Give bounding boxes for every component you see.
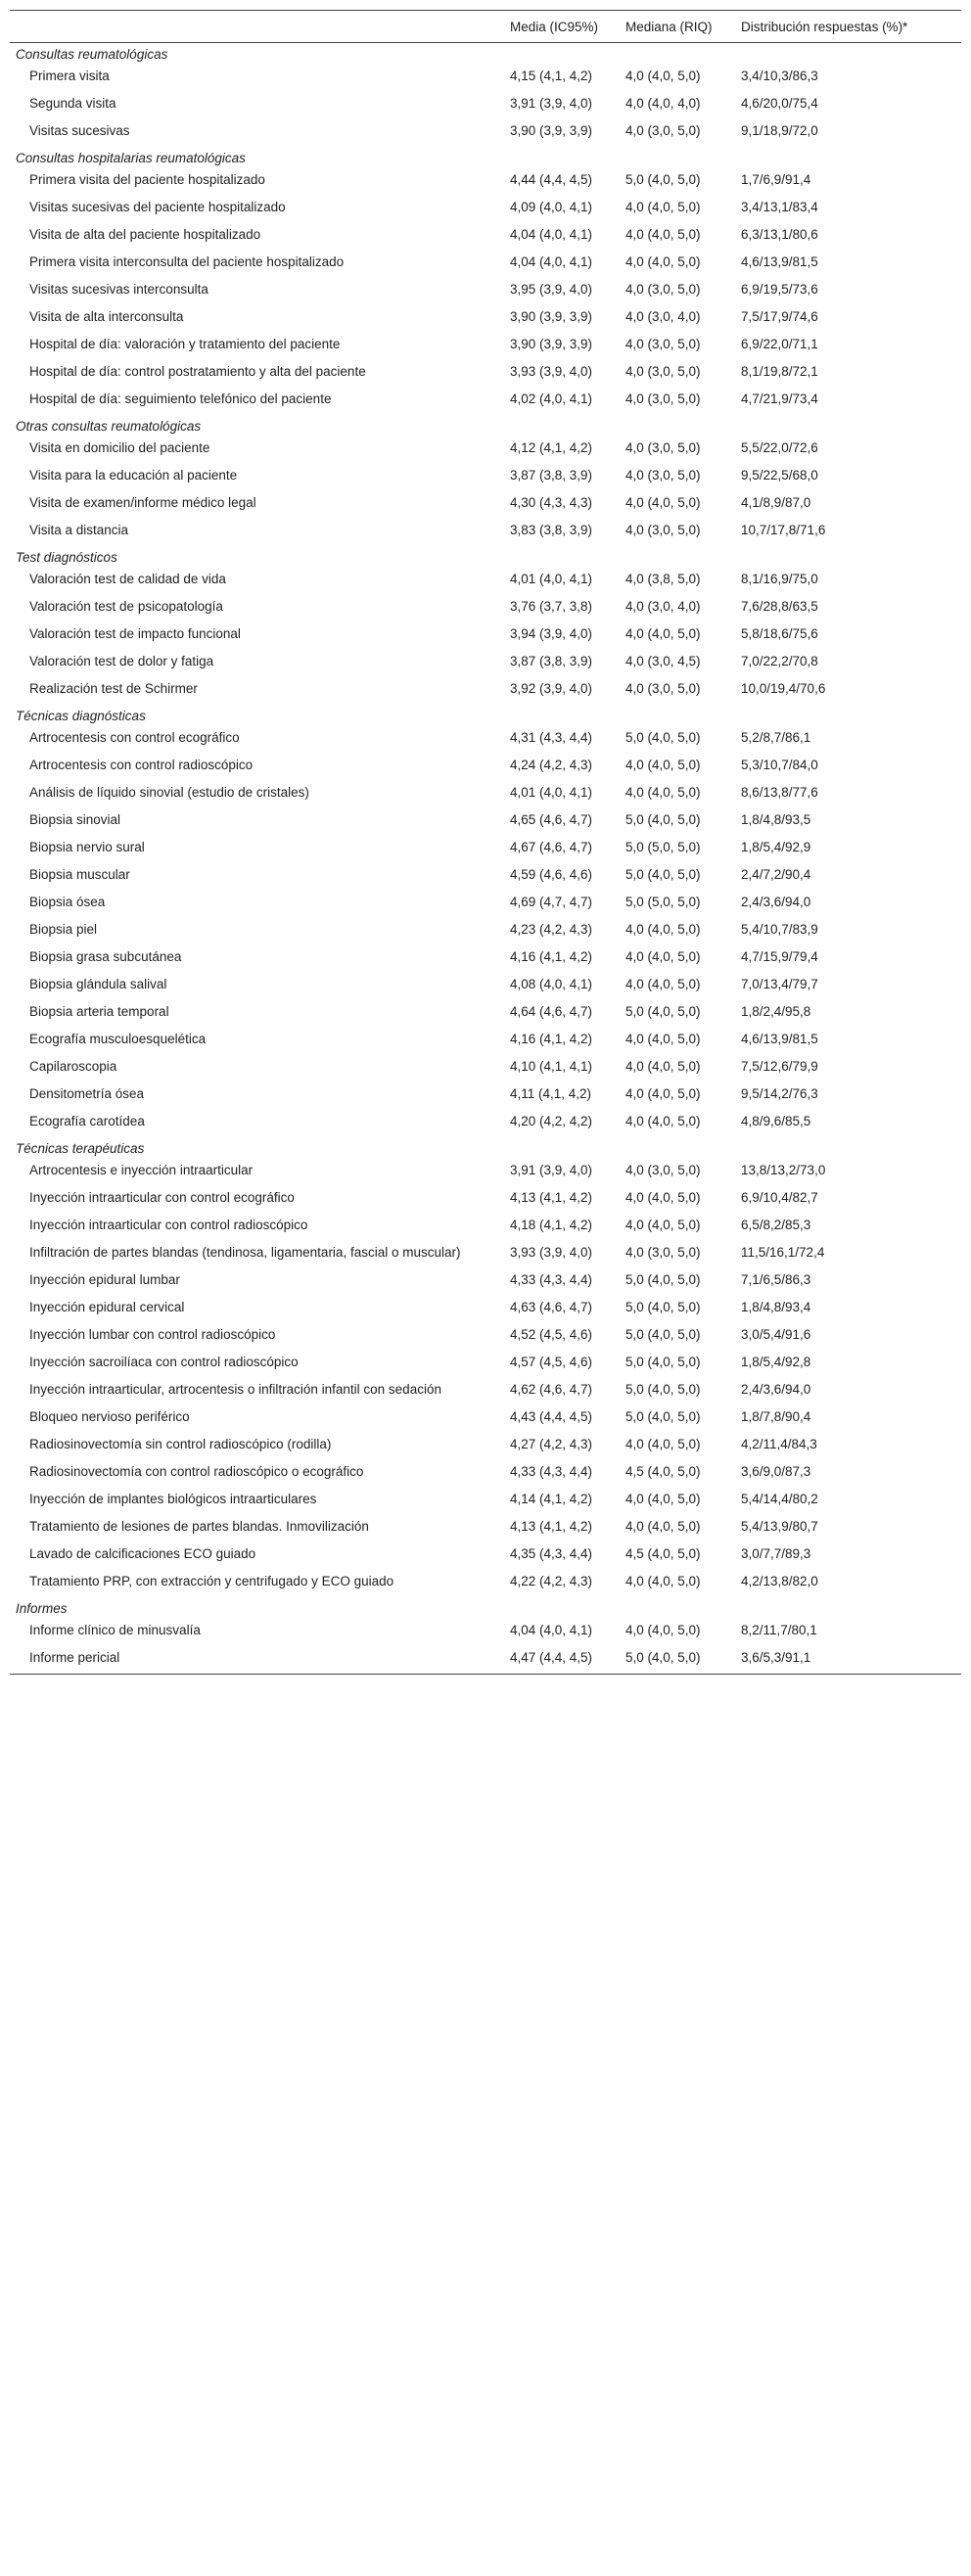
row-media: 3,83 (3,8, 3,9) <box>510 523 593 537</box>
table-row <box>10 863 961 891</box>
table-row <box>10 781 961 808</box>
row-distribucion: 3,0/7,7/89,3 <box>741 1546 811 1561</box>
row-label: Inyección intraarticular con control ecográfico <box>29 1190 295 1205</box>
section-header-row <box>10 1137 961 1159</box>
row-label: Valoración test de psicopatología <box>29 599 223 614</box>
section-header-row <box>10 415 961 437</box>
row-mediana: 4,0 (4,0, 5,0) <box>625 1437 701 1451</box>
row-label: Primera visita <box>29 69 110 83</box>
table-row <box>10 945 961 973</box>
row-media: 4,16 (4,1, 4,2) <box>510 949 593 964</box>
table-row <box>10 1082 961 1110</box>
row-mediana: 5,0 (4,0, 5,0) <box>625 1409 701 1424</box>
row-media: 4,20 (4,2, 4,2) <box>510 1114 593 1128</box>
row-label: Primera visita del paciente hospitalizado <box>29 172 265 187</box>
row-media: 4,13 (4,1, 4,2) <box>510 1519 593 1534</box>
row-mediana: 4,0 (3,0, 5,0) <box>625 337 701 351</box>
table-body <box>10 43 961 1675</box>
row-distribucion: 1,8/4,8/93,5 <box>741 812 811 827</box>
row-distribucion: 7,5/12,6/79,9 <box>741 1059 818 1074</box>
row-distribucion: 4,6/13,9/81,5 <box>741 254 818 269</box>
row-label: Valoración test de dolor y fatiga <box>29 654 214 668</box>
row-media: 4,22 (4,2, 4,3) <box>510 1574 593 1588</box>
row-media: 4,57 (4,5, 4,6) <box>510 1355 593 1369</box>
row-distribucion: 4,7/21,9/73,4 <box>741 391 818 406</box>
row-label: Radiosinovectomía sin control radioscópico (rodilla) <box>29 1437 332 1451</box>
row-mediana: 4,0 (3,0, 4,0) <box>625 599 701 614</box>
results-table <box>10 10 961 1675</box>
row-media: 4,27 (4,2, 4,3) <box>510 1437 593 1451</box>
row-media: 4,23 (4,2, 4,3) <box>510 922 593 937</box>
row-distribucion: 8,2/11,7/80,1 <box>741 1623 817 1637</box>
table-row <box>10 1268 961 1296</box>
row-mediana: 4,0 (4,0, 5,0) <box>625 495 701 510</box>
row-distribucion: 4,2/11,4/84,3 <box>741 1437 817 1451</box>
table-row <box>10 1405 961 1433</box>
row-media: 4,08 (4,0, 4,1) <box>510 977 593 991</box>
table-row <box>10 92 961 119</box>
row-label: Biopsia muscular <box>29 867 130 882</box>
row-media: 4,35 (4,3, 4,4) <box>510 1546 593 1561</box>
row-label: Hospital de día: seguimiento telefónico del paciente <box>29 391 332 406</box>
row-mediana: 4,0 (3,0, 5,0) <box>625 468 701 483</box>
table-row <box>10 1296 961 1323</box>
row-distribucion: 6,3/13,1/80,6 <box>741 227 818 242</box>
row-label: Visitas sucesivas <box>29 123 130 138</box>
row-media: 4,14 (4,1, 4,2) <box>510 1492 593 1506</box>
section-title: Consultas hospitalarias reumatológicas <box>16 151 246 165</box>
row-media: 4,65 (4,6, 4,7) <box>510 812 593 827</box>
row-media: 3,94 (3,9, 4,0) <box>510 626 593 641</box>
row-mediana: 4,0 (4,0, 5,0) <box>625 200 701 214</box>
table-row <box>10 1000 961 1028</box>
table-row <box>10 677 961 705</box>
row-label: Inyección intraarticular, artrocentesis o infiltración infantil con sedación <box>29 1382 441 1397</box>
row-media: 4,04 (4,0, 4,1) <box>510 227 593 242</box>
row-distribucion: 9,1/18,9/72,0 <box>741 123 818 138</box>
row-mediana: 5,0 (4,0, 5,0) <box>625 730 701 745</box>
row-distribucion: 7,0/22,2/70,8 <box>741 654 818 668</box>
table-row <box>10 1570 961 1597</box>
table-row <box>10 1214 961 1241</box>
row-distribucion: 4,1/8,9/87,0 <box>741 495 811 510</box>
table-row <box>10 1323 961 1351</box>
row-mediana: 4,0 (3,0, 5,0) <box>625 1163 701 1177</box>
row-mediana: 4,5 (4,0, 5,0) <box>625 1546 701 1561</box>
row-mediana: 4,0 (4,0, 5,0) <box>625 1519 701 1534</box>
row-label: Hospital de día: valoración y tratamiento del paciente <box>29 337 341 351</box>
row-mediana: 4,0 (4,0, 5,0) <box>625 254 701 269</box>
row-mediana: 4,0 (4,0, 5,0) <box>625 949 701 964</box>
row-mediana: 4,5 (4,0, 5,0) <box>625 1464 701 1479</box>
row-distribucion: 4,7/15,9/79,4 <box>741 949 818 964</box>
row-distribucion: 8,6/13,8/77,6 <box>741 785 818 800</box>
row-label: Segunda visita <box>29 96 116 111</box>
table-row <box>10 333 961 360</box>
table-row <box>10 622 961 650</box>
row-distribucion: 6,9/10,4/82,7 <box>741 1190 818 1205</box>
row-distribucion: 3,6/9,0/87,3 <box>741 1464 811 1479</box>
row-media: 4,33 (4,3, 4,4) <box>510 1464 593 1479</box>
section-header-row <box>10 147 961 168</box>
row-distribucion: 7,5/17,9/74,6 <box>741 309 818 324</box>
table-row <box>10 595 961 622</box>
row-media: 4,09 (4,0, 4,1) <box>510 200 593 214</box>
row-label: Artrocentesis con control radioscópico <box>29 758 254 772</box>
row-label: Inyección sacroilíaca con control radioscópico <box>29 1355 299 1369</box>
row-mediana: 4,0 (3,0, 5,0) <box>625 523 701 537</box>
table-row <box>10 808 961 836</box>
row-label: Análisis de líquido sinovial (estudio de cristales) <box>29 785 309 800</box>
table-row <box>10 1515 961 1542</box>
row-mediana: 4,0 (4,0, 5,0) <box>625 69 701 83</box>
table-row <box>10 464 961 491</box>
row-label: Tratamiento PRP, con extracción y centrifugado y ECO guiado <box>29 1574 394 1588</box>
row-distribucion: 13,8/13,2/73,0 <box>741 1163 826 1177</box>
table-row <box>10 836 961 863</box>
row-distribucion: 6,9/19,5/73,6 <box>741 282 818 297</box>
row-mediana: 4,0 (4,0, 5,0) <box>625 922 701 937</box>
table-row <box>10 1646 961 1675</box>
row-distribucion: 5,3/10,7/84,0 <box>741 758 818 772</box>
table-row <box>10 1433 961 1460</box>
row-mediana: 4,0 (4,0, 5,0) <box>625 785 701 800</box>
table-row <box>10 891 961 918</box>
row-mediana: 5,0 (5,0, 5,0) <box>625 840 701 854</box>
row-media: 4,30 (4,3, 4,3) <box>510 495 593 510</box>
row-media: 4,43 (4,4, 4,5) <box>510 1409 593 1424</box>
row-distribucion: 3,6/5,3/91,1 <box>735 1646 961 1675</box>
row-distribucion: 6,9/22,0/71,1 <box>741 337 818 351</box>
row-label: Inyección epidural cervical <box>29 1300 185 1314</box>
row-distribucion: 5,2/8,7/86,1 <box>741 730 811 745</box>
section-header-row <box>10 705 961 726</box>
row-label: Radiosinovectomía con control radioscópico o ecográfico <box>29 1464 364 1479</box>
row-distribucion: 2,4/7,2/90,4 <box>741 867 811 882</box>
row-label: Visita de examen/informe médico legal <box>29 495 256 510</box>
table-row <box>10 754 961 781</box>
table-row <box>10 1110 961 1137</box>
row-distribucion: 5,8/18,6/75,6 <box>741 626 818 641</box>
row-mediana: 4,0 (3,0, 5,0) <box>625 1245 701 1260</box>
row-media: 4,13 (4,1, 4,2) <box>510 1190 593 1205</box>
table-row <box>10 388 961 415</box>
row-media: 4,04 (4,0, 4,1) <box>510 254 593 269</box>
row-label: Visita en domicilio del paciente <box>29 440 210 455</box>
row-label: Inyección lumbar con control radioscópico <box>29 1327 276 1342</box>
header-distribucion: Distribución respuestas (%)* <box>735 11 961 43</box>
row-media: 3,93 (3,9, 4,0) <box>510 364 593 379</box>
row-label: Densitometría ósea <box>29 1086 145 1101</box>
row-media: 4,18 (4,1, 4,2) <box>510 1218 593 1232</box>
row-distribucion: 6,5/8,2/85,3 <box>741 1218 811 1232</box>
row-label: Inyección de implantes biológicos intraarticulares <box>29 1492 317 1506</box>
row-media: 3,92 (3,9, 4,0) <box>510 681 593 696</box>
row-mediana: 5,0 (5,0, 5,0) <box>625 895 701 909</box>
row-mediana: 4,0 (4,0, 5,0) <box>625 1574 701 1588</box>
row-distribucion: 5,4/13,9/80,7 <box>741 1519 818 1534</box>
row-media: 4,31 (4,3, 4,4) <box>510 730 593 745</box>
row-label: Valoración test de impacto funcional <box>29 626 241 641</box>
table-row <box>10 519 961 546</box>
row-mediana: 4,0 (4,0, 4,0) <box>625 96 701 111</box>
header-row <box>10 11 961 43</box>
row-distribucion: 3,0/5,4/91,6 <box>741 1327 811 1342</box>
row-distribucion: 1,8/5,4/92,9 <box>741 840 811 854</box>
header-media: Media (IC95%) <box>504 11 620 43</box>
row-label: Ecografía musculoesquelética <box>29 1032 207 1046</box>
row-distribucion: 1,8/5,4/92,8 <box>741 1355 811 1369</box>
row-media: 3,87 (3,8, 3,9) <box>510 654 593 668</box>
table-row <box>10 168 961 196</box>
row-media: 4,04 (4,0, 4,1) <box>510 1623 593 1637</box>
row-distribucion: 1,8/2,4/95,8 <box>741 1004 811 1019</box>
row-mediana: 4,0 (4,0, 5,0) <box>625 1059 701 1074</box>
row-media: 4,64 (4,6, 4,7) <box>510 1004 593 1019</box>
row-label: Biopsia glándula salival <box>29 977 167 991</box>
row-mediana: 5,0 (4,0, 5,0) <box>625 1004 701 1019</box>
row-media: 4,11 (4,1, 4,2) <box>510 1086 592 1101</box>
row-mediana: 4,0 (3,0, 5,0) <box>625 364 701 379</box>
row-media: 4,16 (4,1, 4,2) <box>510 1032 593 1046</box>
table-row <box>10 1460 961 1488</box>
row-media: 3,76 (3,7, 3,8) <box>510 599 593 614</box>
row-distribucion: 4,8/9,6/85,5 <box>741 1114 811 1128</box>
row-distribucion: 9,5/22,5/68,0 <box>741 468 818 483</box>
row-mediana: 4,0 (3,0, 5,0) <box>625 123 701 138</box>
row-media: 4,10 (4,1, 4,1) <box>510 1059 593 1074</box>
row-media: 4,24 (4,2, 4,3) <box>510 758 593 772</box>
table-row <box>10 1028 961 1055</box>
row-media: 3,90 (3,9, 3,9) <box>510 309 593 324</box>
row-label: Visita para la educación al paciente <box>29 468 238 483</box>
table-row <box>10 437 961 464</box>
row-media: 4,69 (4,7, 4,7) <box>510 895 593 909</box>
table-row <box>10 918 961 945</box>
table-row <box>10 360 961 388</box>
row-label: Primera visita interconsulta del paciente hospitalizado <box>29 254 345 269</box>
row-label: Informe pericial <box>10 1646 504 1675</box>
row-mediana: 4,0 (3,0, 5,0) <box>625 282 701 297</box>
row-label: Lavado de calcificaciones ECO guiado <box>29 1546 256 1561</box>
table-header <box>10 11 961 43</box>
table-row <box>10 65 961 92</box>
row-mediana: 4,0 (3,0, 5,0) <box>625 391 701 406</box>
row-mediana: 4,0 (4,0, 5,0) <box>625 1623 701 1637</box>
row-mediana: 4,0 (4,0, 5,0) <box>625 977 701 991</box>
row-distribucion: 5,4/14,4/80,2 <box>741 1492 818 1506</box>
row-label: Artrocentesis e inyección intraarticular <box>29 1163 254 1177</box>
section-title: Otras consultas reumatológicas <box>16 419 202 434</box>
table-row <box>10 973 961 1000</box>
row-label: Biopsia grasa subcutánea <box>29 949 182 964</box>
row-label: Visita de alta del paciente hospitalizado <box>29 227 261 242</box>
table-row <box>10 1488 961 1515</box>
row-media: 4,47 (4,4, 4,5) <box>504 1646 620 1675</box>
table-row <box>10 1351 961 1378</box>
row-mediana: 4,0 (4,0, 5,0) <box>625 626 701 641</box>
row-distribucion: 9,5/14,2/76,3 <box>741 1086 818 1101</box>
row-mediana: 4,0 (4,0, 5,0) <box>625 1032 701 1046</box>
table-row <box>10 119 961 147</box>
header-mediana: Mediana (RIQ) <box>620 11 735 43</box>
row-media: 3,91 (3,9, 4,0) <box>510 96 593 111</box>
row-mediana: 5,0 (4,0, 5,0) <box>620 1646 735 1675</box>
table-row <box>10 1619 961 1646</box>
row-mediana: 4,0 (4,0, 5,0) <box>625 1218 701 1232</box>
row-media: 3,91 (3,9, 4,0) <box>510 1163 593 1177</box>
table-row <box>10 650 961 677</box>
row-distribucion: 3,4/13,1/83,4 <box>741 200 818 214</box>
table-row <box>10 1186 961 1214</box>
section-header-row <box>10 43 961 66</box>
row-media: 4,59 (4,6, 4,6) <box>510 867 593 882</box>
row-mediana: 5,0 (4,0, 5,0) <box>625 1355 701 1369</box>
row-mediana: 4,0 (3,0, 4,0) <box>625 309 701 324</box>
row-mediana: 4,0 (3,0, 5,0) <box>625 440 701 455</box>
row-mediana: 5,0 (4,0, 5,0) <box>625 1327 701 1342</box>
row-mediana: 4,0 (4,0, 5,0) <box>625 1086 701 1101</box>
row-distribucion: 7,0/13,4/79,7 <box>741 977 818 991</box>
row-media: 4,52 (4,5, 4,6) <box>510 1327 593 1342</box>
row-label: Inyección epidural lumbar <box>29 1272 180 1287</box>
row-distribucion: 1,7/6,9/91,4 <box>741 172 811 187</box>
row-distribucion: 5,4/10,7/83,9 <box>741 922 818 937</box>
row-media: 4,62 (4,6, 4,7) <box>510 1382 593 1397</box>
row-distribucion: 3,4/10,3/86,3 <box>741 69 818 83</box>
row-mediana: 4,0 (3,8, 5,0) <box>625 572 701 586</box>
row-mediana: 5,0 (4,0, 5,0) <box>625 867 701 882</box>
row-mediana: 4,0 (4,0, 5,0) <box>625 227 701 242</box>
table-row <box>10 1378 961 1405</box>
row-mediana: 5,0 (4,0, 5,0) <box>625 1272 701 1287</box>
row-media: 4,01 (4,0, 4,1) <box>510 572 593 586</box>
table-row <box>10 305 961 333</box>
row-distribucion: 10,7/17,8/71,6 <box>741 523 826 537</box>
row-mediana: 4,0 (4,0, 5,0) <box>625 758 701 772</box>
table-row <box>10 196 961 223</box>
row-mediana: 5,0 (4,0, 5,0) <box>625 812 701 827</box>
row-media: 3,95 (3,9, 4,0) <box>510 282 593 297</box>
row-mediana: 4,0 (3,0, 4,5) <box>625 654 701 668</box>
row-mediana: 5,0 (4,0, 5,0) <box>625 172 701 187</box>
row-media: 3,90 (3,9, 3,9) <box>510 123 593 138</box>
table-row <box>10 251 961 278</box>
section-title: Informes <box>16 1601 68 1616</box>
table-row <box>10 726 961 754</box>
row-mediana: 5,0 (4,0, 5,0) <box>625 1300 701 1314</box>
table-row <box>10 1241 961 1268</box>
row-label: Hospital de día: control postratamiento y alta del paciente <box>29 364 366 379</box>
row-distribucion: 10,0/19,4/70,6 <box>741 681 826 696</box>
section-header-row <box>10 1597 961 1619</box>
row-label: Biopsia ósea <box>29 895 106 909</box>
row-distribucion: 2,4/3,6/94,0 <box>741 895 811 909</box>
row-label: Bloqueo nervioso periférico <box>29 1409 190 1424</box>
row-label: Visita de alta interconsulta <box>29 309 184 324</box>
row-media: 3,87 (3,8, 3,9) <box>510 468 593 483</box>
section-header-row <box>10 546 961 568</box>
row-distribucion: 4,2/13,8/82,0 <box>741 1574 818 1588</box>
row-label: Infiltración de partes blandas (tendinosa, ligamentaria, fascial o muscular) <box>29 1245 461 1260</box>
row-distribucion: 7,6/28,8/63,5 <box>741 599 818 614</box>
row-mediana: 4,0 (4,0, 5,0) <box>625 1492 701 1506</box>
row-distribucion: 1,8/4,8/93,4 <box>741 1300 811 1314</box>
section-title: Técnicas terapéuticas <box>16 1141 145 1156</box>
row-media: 3,93 (3,9, 4,0) <box>510 1245 593 1260</box>
row-label: Biopsia nervio sural <box>29 840 145 854</box>
row-media: 4,02 (4,0, 4,1) <box>510 391 593 406</box>
row-distribucion: 4,6/13,9/81,5 <box>741 1032 818 1046</box>
row-media: 4,67 (4,6, 4,7) <box>510 840 593 854</box>
row-label: Ecografía carotídea <box>29 1114 145 1128</box>
row-media: 4,01 (4,0, 4,1) <box>510 785 593 800</box>
row-distribucion: 7,1/6,5/86,3 <box>741 1272 811 1287</box>
row-label: Valoración test de calidad de vida <box>29 572 226 586</box>
row-distribucion: 1,8/7,8/90,4 <box>741 1409 811 1424</box>
row-label: Visitas sucesivas del paciente hospitalizado <box>29 200 286 214</box>
row-label: Artrocentesis con control ecográfico <box>29 730 240 745</box>
row-media: 3,90 (3,9, 3,9) <box>510 337 593 351</box>
row-distribucion: 8,1/19,8/72,1 <box>741 364 818 379</box>
row-media: 4,33 (4,3, 4,4) <box>510 1272 593 1287</box>
row-distribucion: 4,6/20,0/75,4 <box>741 96 818 111</box>
row-mediana: 5,0 (4,0, 5,0) <box>625 1382 701 1397</box>
section-title: Test diagnósticos <box>16 550 117 565</box>
row-distribucion: 2,4/3,6/94,0 <box>741 1382 811 1397</box>
table-row <box>10 1055 961 1082</box>
row-distribucion: 5,5/22,0/72,6 <box>741 440 818 455</box>
row-label: Realización test de Schirmer <box>29 681 198 696</box>
section-title: Técnicas diagnósticas <box>16 709 146 723</box>
row-label: Tratamiento de lesiones de partes blandas. Inmovilización <box>29 1519 369 1534</box>
table-row <box>10 1159 961 1186</box>
table-row <box>10 491 961 519</box>
header-item <box>10 11 504 43</box>
table-row <box>10 568 961 595</box>
row-label: Biopsia sinovial <box>29 812 121 827</box>
row-mediana: 4,0 (3,0, 5,0) <box>625 681 701 696</box>
table-container <box>10 10 961 1675</box>
table-row <box>10 278 961 305</box>
row-media: 4,44 (4,4, 4,5) <box>510 172 593 187</box>
row-distribucion: 8,1/16,9/75,0 <box>741 572 818 586</box>
row-label: Biopsia piel <box>29 922 98 937</box>
row-label: Visita a distancia <box>29 523 129 537</box>
row-label: Informe clínico de minusvalía <box>29 1623 201 1637</box>
row-media: 4,15 (4,1, 4,2) <box>510 69 593 83</box>
row-label: Visitas sucesivas interconsulta <box>29 282 208 297</box>
row-mediana: 4,0 (4,0, 5,0) <box>625 1190 701 1205</box>
table-row <box>10 1542 961 1570</box>
row-media: 4,63 (4,6, 4,7) <box>510 1300 593 1314</box>
table-row <box>10 223 961 251</box>
row-media: 4,12 (4,1, 4,2) <box>510 440 593 455</box>
row-label: Capilaroscopia <box>29 1059 117 1074</box>
row-label: Biopsia arteria temporal <box>29 1004 169 1019</box>
section-title: Consultas reumatológicas <box>16 47 168 62</box>
row-mediana: 4,0 (4,0, 5,0) <box>625 1114 701 1128</box>
row-distribucion: 11,5/16,1/72,4 <box>741 1245 825 1260</box>
row-label: Inyección intraarticular con control radioscópico <box>29 1218 308 1232</box>
